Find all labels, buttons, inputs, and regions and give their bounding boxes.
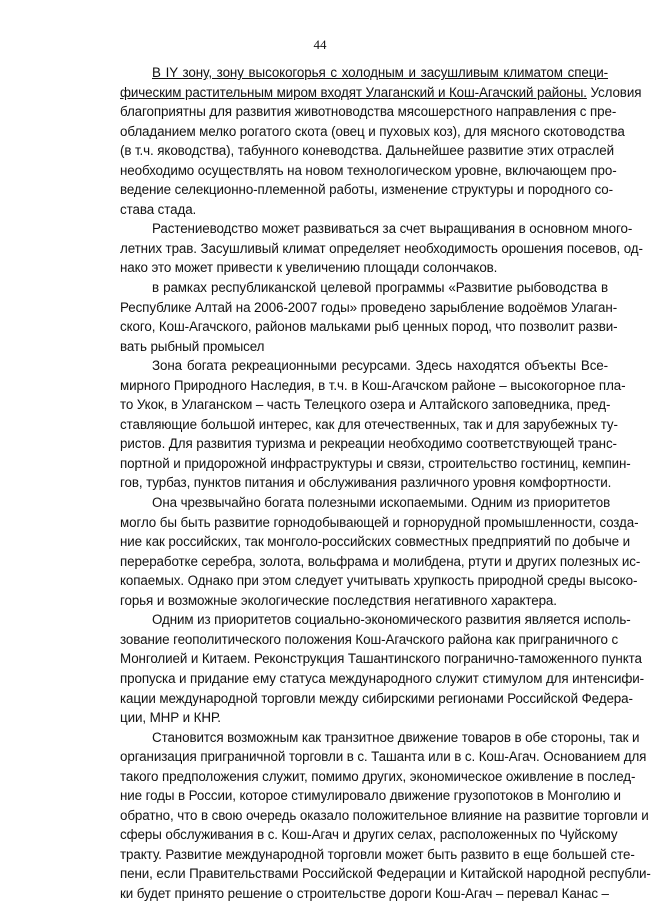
text-line: ставляющие большой интерес, как для отечественных, так и для зарубежных ту- bbox=[120, 416, 618, 432]
text-line: сферы обслуживания в с. Кош-Агач и других селах, расположенных по Чуйскому bbox=[120, 827, 618, 843]
page-number: 44 bbox=[313, 37, 327, 52]
text-line: Одним из приоритетов социально-экономического развития является исполь- bbox=[152, 612, 631, 628]
text-line: пени, если Правительствами Российской Федерации и Китайской народной республи- bbox=[120, 866, 651, 882]
text-line: копаемых. Однако при этом следует учитывать хрупкость природной среды высоко- bbox=[120, 573, 638, 589]
text-line: вать рыбный промысел bbox=[120, 338, 265, 354]
text-line: Растениеводство может развиваться за счет выращивания в основном много- bbox=[152, 221, 633, 237]
text-line: ристов. Для развития туризма и рекреации необходимо соответствующей транс- bbox=[120, 436, 617, 452]
text-line: благоприятны для развития животноводства мясошерстного направления с пре- bbox=[120, 104, 617, 120]
text-line: Республике Алтай на 2006-2007 годы» проведено зарыбление водоёмов Улаган- bbox=[120, 299, 618, 315]
text-line: портной и придорожной инфраструктуры и связи, строительство гостиниц, кемпин- bbox=[120, 455, 631, 471]
text-line: то Укок, в Улаганском – часть Телецкого озера и Алтайского заповедника, пред- bbox=[120, 397, 611, 413]
text-line: Становится возможным как транзитное движение товаров в обе стороны, так и bbox=[152, 729, 640, 745]
text-line: (в т.ч. яководства), табунного коневодства. Дальнейшее развитие этих отраслей bbox=[120, 143, 614, 159]
text-line: зование геополитического положения Кош-Агачского района как приграничного с bbox=[120, 631, 619, 647]
text-line: става стада. bbox=[120, 201, 197, 217]
text-line: ского, Кош-Агачского, районов мальками рыб ценных пород, что позволит разви- bbox=[120, 319, 618, 335]
text-line: обладанием мелко рогатого скота (овец и пуховых коз), для мясного скотоводства bbox=[120, 123, 625, 139]
text-line: переработке серебра, золота, вольфрама и молибдена, ртути и других полезных ис- bbox=[120, 553, 641, 569]
text-line: обратно, что в свою очередь оказало положительное влияние на развитие торговли и bbox=[120, 807, 649, 823]
text-line: Она чрезвычайно богата полезными ископаемыми. Одним из приоритетов bbox=[152, 495, 611, 511]
text-line: в рамках республиканской целевой программы «Развитие рыбоводства в bbox=[152, 280, 608, 296]
text-line: пропуска и придание ему статуса международного служит стимулом для интенсифи- bbox=[120, 670, 644, 686]
text-line: Монголией и Китаем. Реконструкция Ташантинского погранично-таможенного пункта bbox=[120, 651, 642, 667]
text-line: мирного Природного Наследия, в т.ч. в Кош-Агачском районе – высокогорное пла- bbox=[120, 377, 626, 393]
body-text bbox=[120, 63, 651, 904]
text-line: ки будет принято решение о строительстве дороги Кош-Агач – перевал Канас – bbox=[120, 885, 609, 901]
text-line: горья и возможные экологические последствия негативного характера. bbox=[120, 592, 557, 608]
text-line: кации международной торговли между сибирскими регионами Российской Федера- bbox=[120, 690, 633, 706]
text-span: Условия bbox=[586, 84, 642, 100]
underlined-text: фическим растительным миром входят Улаганский и Кош-Агачский районы. bbox=[120, 84, 587, 100]
underlined-text: В IY зону, зону высокогорья с холодным и засушливым климатом специ- bbox=[152, 65, 608, 80]
text-line bbox=[120, 63, 608, 83]
text-line: нако это может привести к увеличению площади солончаков. bbox=[120, 260, 498, 276]
text-line: необходимо осуществлять на новом технологическом уровне, включающем про- bbox=[120, 162, 617, 178]
text-line: гов, турбаз, пунктов питания и обслуживания различного уровня комфортности. bbox=[120, 475, 612, 491]
text-line: могло бы быть развитие горнодобывающей и горнорудной промышленности, созда- bbox=[120, 514, 639, 530]
text-line: ведение селекционно-племенной работы, изменение структуры и породного со- bbox=[120, 182, 614, 198]
text-line: летних трав. Засушливый климат определяет необходимость орошения посевов, од- bbox=[120, 240, 643, 256]
text-line: организация приграничной торговли в с. Ташанта или в с. Кош-Агач. Основанием для bbox=[120, 749, 647, 765]
text-line bbox=[120, 83, 642, 103]
text-line: ции, МНР и КНР. bbox=[120, 710, 221, 726]
text-line: ние как российских, так монголо-российских совместных предприятий по добыче и bbox=[120, 534, 630, 550]
text-line: тракту. Развитие международной торговли может быть развито в еще большей сте- bbox=[120, 846, 635, 862]
text-line: ние годы в России, которое стимулировало движение грузопотоков в Монголию и bbox=[120, 788, 621, 804]
text-line: Зона богата рекреационными ресурсами. Здесь находятся объекты Все- bbox=[152, 358, 608, 374]
text-line: такого предположения служит, помимо других, экономическое оживление в послед- bbox=[120, 768, 636, 784]
